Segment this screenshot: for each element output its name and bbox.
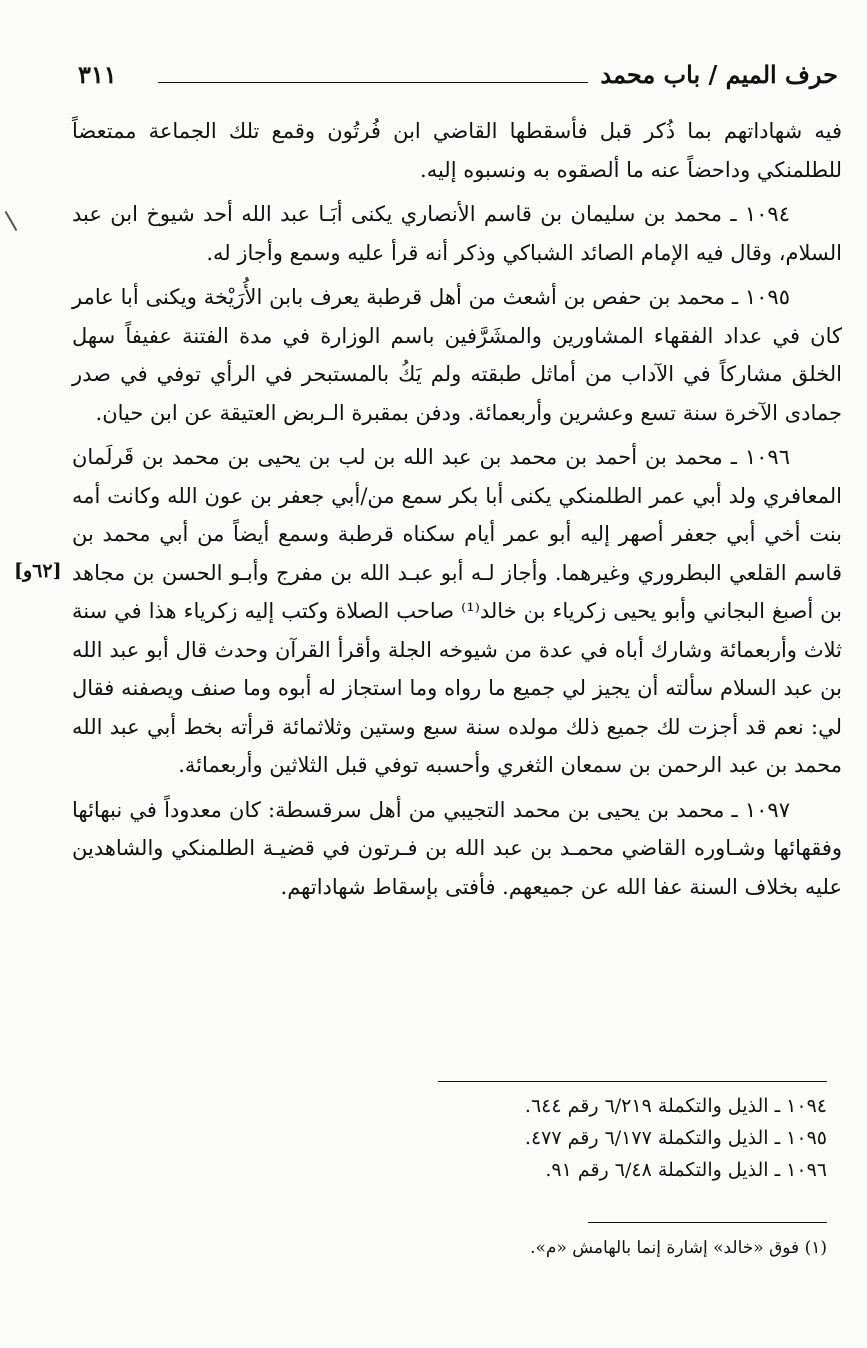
entry-1094: ١٠٩٤ ـ محمد بن سليمان بن قاسم الأنصاري يكنى أبَـا عبد الله أحد شيوخ ابن عبد السلام، وقال فيه الإمام الصائد الشباكي وذكر أنه قرأ عليه وسمع وأجاز له.	[72, 202, 842, 265]
entry-1097: ١٠٩٧ ـ محمد بن يحيى بن محمد التجيبي من أهل سرقسطة: كان معدوداً في نبهائها وفقهائها وشـاوره القاضي محمـد بن عبد الله بن فـرتون في قضيـة الطلمنكي والشاهدين عليه بخلاف السنة عفا الله عن جميعهم. فأفتى بإسقاط شهاداتهم.	[72, 797, 842, 899]
references-rule	[438, 1081, 827, 1082]
margin-mark	[5, 211, 18, 231]
manuscript-folio-note: [٦٢و]	[14, 560, 62, 582]
page-number: ٣١١	[78, 60, 117, 89]
references-list	[327, 1090, 827, 1186]
footnote: (١) فوق «خالد» إشارة إنما بالهامش «م».	[530, 1238, 827, 1258]
header-title: حرف الميم / باب محمد	[600, 60, 838, 89]
running-header	[78, 58, 838, 98]
main-text	[72, 112, 842, 912]
header-rule	[158, 82, 588, 83]
reference-item: ١٠٩٤ ـ الذيل والتكملة ٦/٢١٩ رقم ٦٤٤.	[524, 1095, 827, 1117]
footnote-rule	[588, 1222, 827, 1223]
paragraph-continuation: فيه شهاداتهم بما ذُكر قبل فأسقطها القاضي ابن فُرتُون وقمع تلك الجماعة ممتعضاً للطلمنكي وداحضاً عنه ما ألصقوه به ونسبوه إليه.	[72, 119, 842, 182]
entry-1095: ١٠٩٥ ـ محمد بن حفص بن أشعث من أهل قرطبة يعرف بابن الأُرَيْخة ويكنى أبا عامر كان في عداد الفقهاء المشاورين والمشَرَّفين باسم الوزارة في مدة الفتنة عفيفاً سهل الخلق مشاركاً في الآداب من أماثل طبقته ولم يَكُ بالمستبحر في الرأي توفي في صدر جمادى الآخرة سنة تسع وعشرين وأربعمائة. ودفن بمقبرة الـربض العتيقة عن ابن حيان.	[72, 285, 842, 425]
reference-item: ١٠٩٥ ـ الذيل والتكملة ٦/١٧٧ رقم ٤٧٧.	[524, 1127, 827, 1149]
reference-item: ١٠٩٦ ـ الذيل والتكملة ٦/٤٨ رقم ٩١.	[545, 1159, 827, 1181]
entry-1096: ١٠٩٦ ـ محمد بن أحمد بن محمد بن عبد الله بن لب بن يحيى بن محمد بن قَرلَمان المعافري ولد أبي عمر الطلمنكي يكنى أبا بكر سمع من/أبي جعفر بن عون الله وكانت أمه بنت أخي أبي جعفر أصهر إليه أبو عمر أيام سكناه قرطبة وسمع أيضاً من أبي محمد بن قاسم القلعي البطروري وغيرهما. وأجاز لـه أبو عبـد الله بن مفرج وأبـو الحسن بن مجاهد بن أصبغ البجاني وأبو يحيى زكرياء بن خالد⁽¹⁾ صاحب الصلاة وكتب إليه زكرياء هذا في سنة ثلاث وأربعمائة وشارك أباه في عدة من شيوخه الجلة وأقرأ القرآن وحدث قال أبو عبد الله بن عبد السلام سألته أن يجيز لي جميع ما رواه وما استجاز له أبوه وما صنف ويصفنه فقال لي: نعم قد أجزت لك جميع ذلك مولده سنة سبع وستين وثلاثمائة قرأته بخط أبي عبد الله محمد بن عبد الرحمن بن سمعان الثغري وأحسبه توفي قبل الثلاثين وأربعمائة.	[72, 445, 842, 777]
